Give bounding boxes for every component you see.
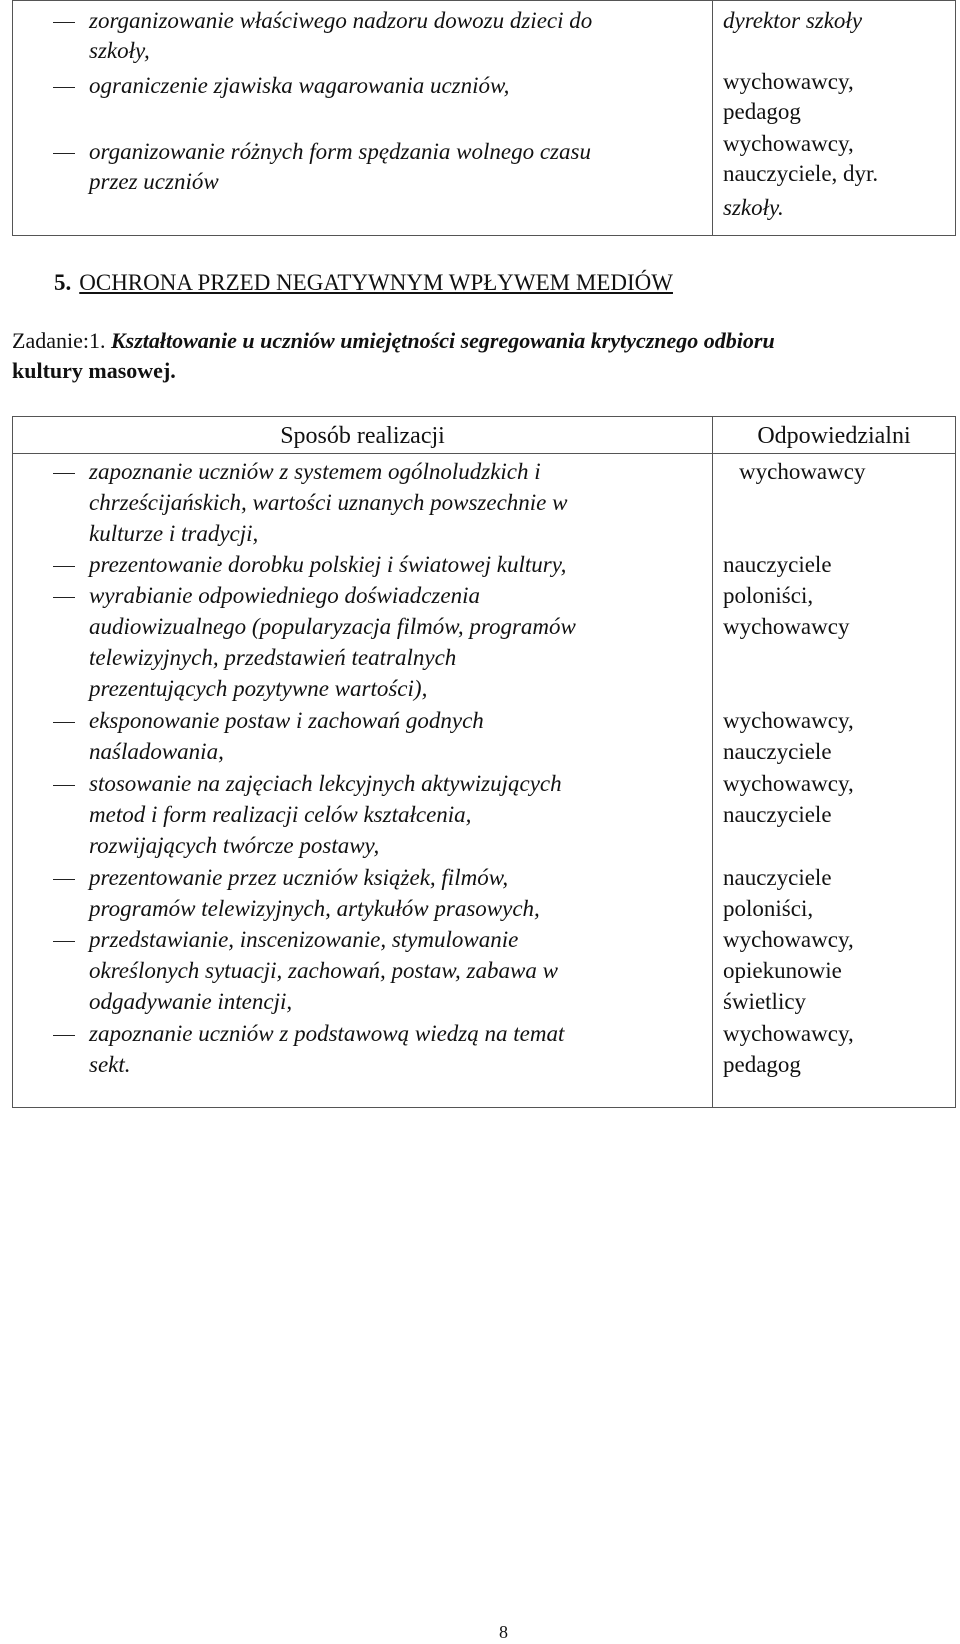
list-item: sekt. [89,1052,131,1077]
list-item: zapoznanie uczniów z podstawową wiedzą na temat [89,1021,565,1046]
list-dash-icon [53,785,75,786]
responsible-item: wychowawcy, [723,131,854,156]
task-description [12,326,952,386]
responsible-item: pedagog [723,99,801,124]
list-item: eksponowanie postaw i zachowań godnych [89,708,484,733]
table-realization [12,416,956,1108]
list-item: prezentowanie przez uczniów książek, filmów, [89,865,509,890]
responsible-item: wychowawcy [723,614,850,639]
task-title-cont: kultury masowej. [12,358,176,383]
list-item: przez uczniów [89,169,219,194]
list-item: szkoły, [89,38,150,63]
responsible-item: nauczyciele [723,802,832,827]
responsible-item: nauczyciele [723,739,832,764]
responsible-item: wychowawcy [739,459,866,484]
table2-left-column [13,417,713,1107]
section-title: OCHRONA PRZED NEGATYWNYM WPŁYWEM MEDIÓW [79,270,673,295]
list-dash-icon [53,473,75,474]
list-item: audiowizualnego (popularyzacja filmów, programów [89,614,576,639]
responsible-item: dyrektor szkoły [723,8,863,33]
list-item: zorganizowanie właściwego nadzoru dowozu dzieci do [89,8,593,33]
list-item: ograniczenie zjawiska wagarowania uczniów, [89,73,510,98]
header-method: Sposób realizacji [280,423,445,449]
list-dash-icon [53,597,75,598]
table1-right-column [713,1,955,235]
list-item: kulturze i tradycji, [89,521,259,546]
table-responsibilities-top [12,0,956,236]
list-item: stosowanie na zajęciach lekcyjnych aktywizujących [89,771,562,796]
list-item: metod i form realizacji celów kształcenia, [89,802,472,827]
list-item: prezentujących pozytywne wartości), [89,676,428,701]
page-number: 8 [499,1622,508,1642]
responsible-item: poloniści, [723,583,814,608]
responsible-item: pedagog [723,1052,801,1077]
list-dash-icon [53,153,75,154]
responsible-item: wychowawcy, [723,1021,854,1046]
section-number: 5. [54,270,72,295]
list-dash-icon [53,941,75,942]
list-item: zapoznanie uczniów z systemem ogólnoludzkich i [89,459,541,484]
list-item: wyrabianie odpowiedniego doświadczenia [89,583,480,608]
list-item: chrześcijańskich, wartości uznanych powszechnie w [89,490,568,515]
task-title: Kształtowanie u uczniów umiejętności segregowania krytycznego odbioru [110,328,775,353]
task-label: Zadanie:1. [12,328,106,353]
list-dash-icon [53,879,75,880]
responsible-item: nauczyciele, dyr. [723,161,879,186]
list-item: programów telewizyjnych, artykułów prasowych, [89,896,540,921]
responsible-item: wychowawcy, [723,708,854,733]
table1-left-column [13,1,713,235]
responsible-item: wychowawcy, [723,927,854,952]
list-dash-icon [53,1035,75,1036]
header-divider [13,453,955,454]
list-dash-icon [53,87,75,88]
list-dash-icon [53,566,75,567]
header-responsible: Odpowiedzialni [757,423,911,449]
list-item: odgadywanie intencji, [89,989,293,1014]
responsible-item: nauczyciele [723,865,832,890]
list-item: naśladowania, [89,739,224,764]
section-heading [54,270,673,296]
responsible-item: poloniści, [723,896,814,921]
list-item: organizowanie różnych form spędzania wolnego czasu [89,139,591,164]
responsible-item: świetlicy [723,989,807,1014]
responsible-item: nauczyciele [723,552,832,577]
list-item: przedstawianie, inscenizowanie, stymulowanie [89,927,519,952]
responsible-item: opiekunowie [723,958,842,983]
responsible-item: szkoły. [723,195,784,220]
list-item: określonych sytuacji, zachowań, postaw, zabawa w [89,958,558,983]
list-item: rozwijających twórcze postawy, [89,833,380,858]
table2-right-column [713,417,955,1107]
list-item: telewizyjnych, przedstawień teatralnych [89,645,457,670]
list-item: prezentowanie dorobku polskiej i światowej kultury, [89,552,567,577]
list-dash-icon [53,722,75,723]
list-dash-icon [53,22,75,23]
responsible-item: wychowawcy, [723,69,854,94]
responsible-item: wychowawcy, [723,771,854,796]
